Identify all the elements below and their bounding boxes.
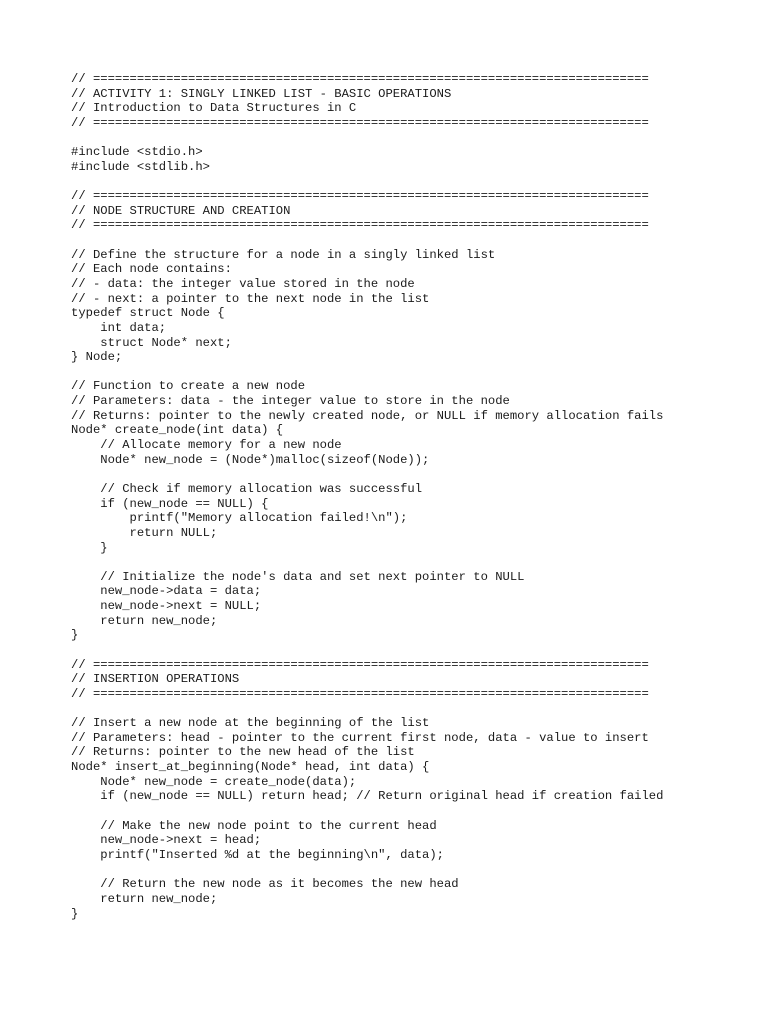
code-line: // INSERTION OPERATIONS — [71, 672, 240, 687]
code-line: new_node->data = data; — [71, 584, 262, 599]
code-line: if (new_node == NULL) return head; // Return original head if creation failed — [71, 789, 664, 804]
code-line: // Returns: pointer to the newly created node, or NULL if memory allocation fails — [71, 408, 664, 423]
code-line: return new_node; — [71, 613, 218, 628]
code-line: printf("Memory allocation failed!\n"); — [71, 511, 408, 526]
code-line: printf("Inserted %d at the beginning\n", data); — [71, 847, 444, 862]
code-line — [71, 365, 663, 380]
code-line — [71, 702, 663, 717]
code-line: } — [71, 628, 79, 643]
code-line: new_node->next = NULL; — [71, 599, 262, 614]
code-line: // Parameters: head - pointer to the current first node, data - value to insert — [71, 730, 649, 745]
code-line: struct Node* next; — [71, 335, 232, 350]
code-line: // Define the structure for a node in a singly linked list — [71, 247, 496, 262]
code-line: // ============================================================================ — [71, 72, 649, 86]
code-line: Node* new_node = (Node*)malloc(sizeof(Node)); — [71, 452, 430, 467]
code-line: if (new_node == NULL) { — [71, 496, 269, 511]
code-line: // Returns: pointer to the new head of the list — [71, 745, 415, 760]
code-listing — [71, 72, 663, 921]
code-line — [71, 233, 663, 248]
code-line: // Allocate memory for a new node — [71, 438, 342, 453]
code-line: // Check if memory allocation was successful — [71, 481, 423, 496]
code-line: #include <stdlib.h> — [71, 159, 210, 174]
code-line: // Each node contains: — [71, 262, 232, 277]
code-line: // NODE STRUCTURE AND CREATION — [71, 203, 291, 218]
code-line: Node* create_node(int data) { — [71, 423, 284, 438]
code-line: // Initialize the node's data and set next pointer to NULL — [71, 569, 525, 584]
code-line: #include <stdio.h> — [71, 145, 203, 160]
code-line — [71, 804, 663, 819]
code-line — [71, 863, 663, 878]
code-line: new_node->next = head; — [71, 833, 262, 848]
code-line: return NULL; — [71, 525, 218, 540]
code-line: // ============================================================================ — [71, 115, 649, 130]
code-line — [71, 131, 663, 146]
code-line — [71, 467, 663, 482]
code-line: int data; — [71, 320, 167, 335]
code-line: // Introduction to Data Structures in C — [71, 101, 357, 116]
code-line: Node* insert_at_beginning(Node* head, int data) { — [71, 760, 430, 775]
code-line: // ============================================================================ — [71, 218, 649, 233]
code-line — [71, 555, 663, 570]
code-line: // Return the new node as it becomes the new head — [71, 877, 459, 892]
code-line: typedef struct Node { — [71, 306, 225, 321]
code-line: } — [71, 906, 79, 921]
code-line: // - data: the integer value stored in the node — [71, 276, 415, 291]
code-line: // Parameters: data - the integer value to store in the node — [71, 394, 510, 409]
code-line — [71, 643, 663, 658]
code-line: // ============================================================================ — [71, 189, 649, 204]
code-line: } Node; — [71, 350, 123, 365]
code-line: Node* new_node = create_node(data); — [71, 774, 357, 789]
code-line: // - next: a pointer to the next node in the list — [71, 291, 430, 306]
code-line: // Make the new node point to the current head — [71, 818, 437, 833]
code-line — [71, 174, 663, 189]
code-line: // Insert a new node at the beginning of the list — [71, 716, 430, 731]
code-line: } — [71, 540, 108, 555]
code-line: return new_node; — [71, 891, 218, 906]
code-line: // ACTIVITY 1: SINGLY LINKED LIST - BASIC OPERATIONS — [71, 86, 452, 101]
code-line: // ============================================================================ — [71, 657, 649, 672]
code-line: // ============================================================================ — [71, 686, 649, 701]
code-line: // Function to create a new node — [71, 379, 306, 394]
